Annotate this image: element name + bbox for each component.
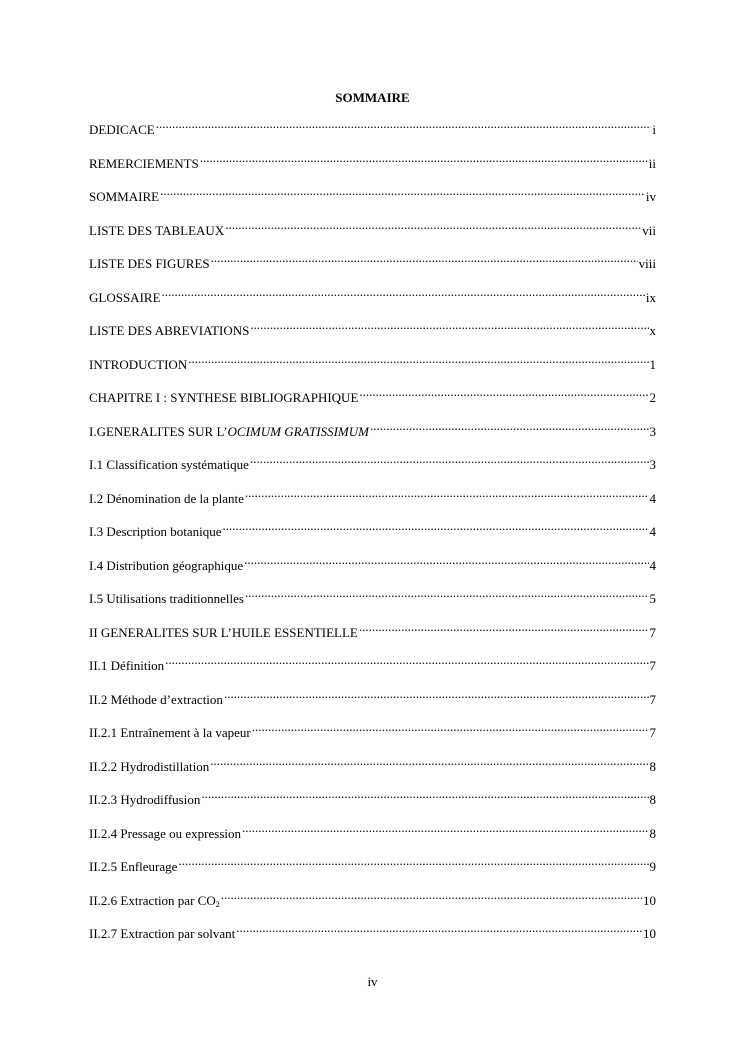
dot-leader xyxy=(359,623,649,637)
toc-entry-introduction[interactable] xyxy=(89,355,656,389)
toc-entry-label: II.2.5 Enfleurage xyxy=(89,859,178,874)
toc-entry-page: 4 xyxy=(649,490,656,506)
toc-entry-label: DEDICACE xyxy=(89,122,155,137)
toc-entry-page: x xyxy=(649,323,656,338)
dot-leader xyxy=(370,422,649,436)
dot-leader xyxy=(200,154,648,168)
toc-entry-label: II.2.2 Hydrodistillation xyxy=(89,758,210,774)
toc-entry-page: 4 xyxy=(649,557,656,573)
toc-entry-label: II.2.1 Entraînement à la vapeur xyxy=(89,725,251,740)
dot-leader xyxy=(210,757,648,771)
toc-entry-page: ix xyxy=(645,289,656,305)
toc-entry-denomination[interactable] xyxy=(89,489,656,523)
toc-entry-definition[interactable] xyxy=(89,656,656,690)
toc-entry-glossaire[interactable] xyxy=(89,288,656,322)
dot-leader xyxy=(201,790,648,804)
dot-leader xyxy=(244,556,648,570)
toc-entry-label: LISTE DES TABLEAUX xyxy=(89,222,225,238)
toc-entry-page: 10 xyxy=(643,926,656,941)
subscript-2: 2 xyxy=(215,899,220,909)
dot-leader xyxy=(245,589,649,603)
toc-entry-label: II.2 Méthode d’extraction xyxy=(89,691,223,707)
toc-entry-page: 8 xyxy=(649,758,656,774)
toc-entry-page: viii xyxy=(638,256,656,271)
dot-leader xyxy=(160,187,645,201)
toc-entry-liste-des-abreviations[interactable] xyxy=(89,321,656,355)
toc-entry-entrainement-vapeur[interactable] xyxy=(89,723,656,757)
footer-page-number: iv xyxy=(367,974,378,989)
toc-entry-label: II GENERALITES SUR L’HUILE ESSENTIELLE xyxy=(89,624,358,640)
dot-leader xyxy=(250,321,648,335)
toc-entry-page: 7 xyxy=(649,658,656,673)
toc-entry-page: vii xyxy=(642,222,656,238)
dot-leader xyxy=(162,288,645,302)
toc-entry-page: 2 xyxy=(649,390,656,405)
table-of-contents xyxy=(89,120,656,958)
toc-label-prefix: I.GENERALITES SUR L’ xyxy=(89,423,228,439)
toc-entry-label: SOMMAIRE xyxy=(89,189,160,204)
toc-entry-label: LISTE DES FIGURES xyxy=(89,256,210,271)
toc-entry-label: I.5 Utilisations traditionnelles xyxy=(89,591,244,606)
toc-entry-page: 8 xyxy=(649,792,656,807)
toc-entry-methode-extraction[interactable] xyxy=(89,690,656,724)
toc-label-prefix: II.2.6 Extraction par CO xyxy=(89,892,216,908)
toc-entry-label: II.2.3 Hydrodiffusion xyxy=(89,792,201,807)
dot-leader xyxy=(223,522,649,536)
toc-entry-label: I.3 Description botanique xyxy=(89,524,222,539)
dot-leader xyxy=(245,489,649,503)
toc-entry-label: REMERCIEMENTS xyxy=(89,155,199,171)
toc-entry-page: 10 xyxy=(643,892,656,908)
species-name-italic: OCIMUM GRATISSIMUM xyxy=(227,423,369,439)
toc-entry-label xyxy=(89,422,369,442)
toc-entry-chapitre-1[interactable] xyxy=(89,388,656,422)
toc-entry-page: 7 xyxy=(649,691,656,707)
page-title: SOMMAIRE xyxy=(335,90,410,105)
toc-entry-liste-des-tableaux[interactable] xyxy=(89,221,656,255)
dot-leader xyxy=(250,455,649,469)
dot-leader xyxy=(165,656,648,670)
dot-leader xyxy=(178,857,648,871)
toc-entry-description-botanique[interactable] xyxy=(89,522,656,556)
toc-entry-label: II.2.7 Extraction par solvant xyxy=(89,926,236,941)
toc-entry-page: 3 xyxy=(649,457,656,472)
toc-entry-page: ii xyxy=(648,155,656,171)
toc-entry-label: II.1 Définition xyxy=(89,658,165,673)
toc-entry-utilisations[interactable] xyxy=(89,589,656,623)
toc-entry-generalites-ocimum[interactable] xyxy=(89,422,656,456)
toc-entry-hydrodiffusion[interactable] xyxy=(89,790,656,824)
dot-leader xyxy=(156,120,652,134)
toc-entry-page: 3 xyxy=(649,423,656,439)
toc-entry-enfleurage[interactable] xyxy=(89,857,656,891)
toc-entry-extraction-solvant[interactable] xyxy=(89,924,656,958)
toc-entry-label: I.1 Classification systématique xyxy=(89,457,249,472)
toc-entry-generalites-huile[interactable] xyxy=(89,623,656,657)
toc-entry-page: iv xyxy=(645,189,656,204)
toc-entry-page: 7 xyxy=(649,725,656,740)
toc-entry-dedicace[interactable] xyxy=(89,120,656,154)
dot-leader xyxy=(359,388,648,402)
toc-entry-label: LISTE DES ABREVIATIONS xyxy=(89,323,250,338)
toc-entry-page: 7 xyxy=(649,624,656,640)
toc-entry-hydrodistillation[interactable] xyxy=(89,757,656,791)
dot-leader xyxy=(252,723,649,737)
toc-entry-sommaire[interactable] xyxy=(89,187,656,221)
toc-entry-label: INTRODUCTION xyxy=(89,356,188,372)
dot-leader xyxy=(236,924,642,938)
toc-entry-classification[interactable] xyxy=(89,455,656,489)
toc-entry-label: CHAPITRE I : SYNTHESE BIBLIOGRAPHIQUE xyxy=(89,390,359,405)
toc-entry-pressage[interactable] xyxy=(89,824,656,858)
toc-entry-label: II.2.4 Pressage ou expression xyxy=(89,825,241,841)
toc-entry-page: 4 xyxy=(649,524,656,539)
toc-entry-page: 5 xyxy=(649,591,656,606)
toc-entry-page: 8 xyxy=(649,825,656,841)
toc-entry-label: I.2 Dénomination de la plante xyxy=(89,490,244,506)
dot-leader xyxy=(211,254,638,268)
toc-entry-label xyxy=(89,891,220,911)
toc-entry-label: I.4 Distribution géographique xyxy=(89,557,244,573)
toc-entry-page: 1 xyxy=(649,356,656,372)
toc-entry-page: i xyxy=(652,122,656,137)
toc-entry-page: 9 xyxy=(649,859,656,874)
dot-leader xyxy=(188,355,648,369)
dot-leader xyxy=(224,690,649,704)
toc-entry-liste-des-figures[interactable] xyxy=(89,254,656,288)
toc-entry-distribution[interactable] xyxy=(89,556,656,590)
dot-leader xyxy=(221,891,642,905)
toc-entry-extraction-co2[interactable] xyxy=(89,891,656,925)
dot-leader xyxy=(225,221,641,235)
dot-leader xyxy=(242,824,649,838)
toc-entry-remerciements[interactable] xyxy=(89,154,656,188)
toc-entry-label: GLOSSAIRE xyxy=(89,289,161,305)
